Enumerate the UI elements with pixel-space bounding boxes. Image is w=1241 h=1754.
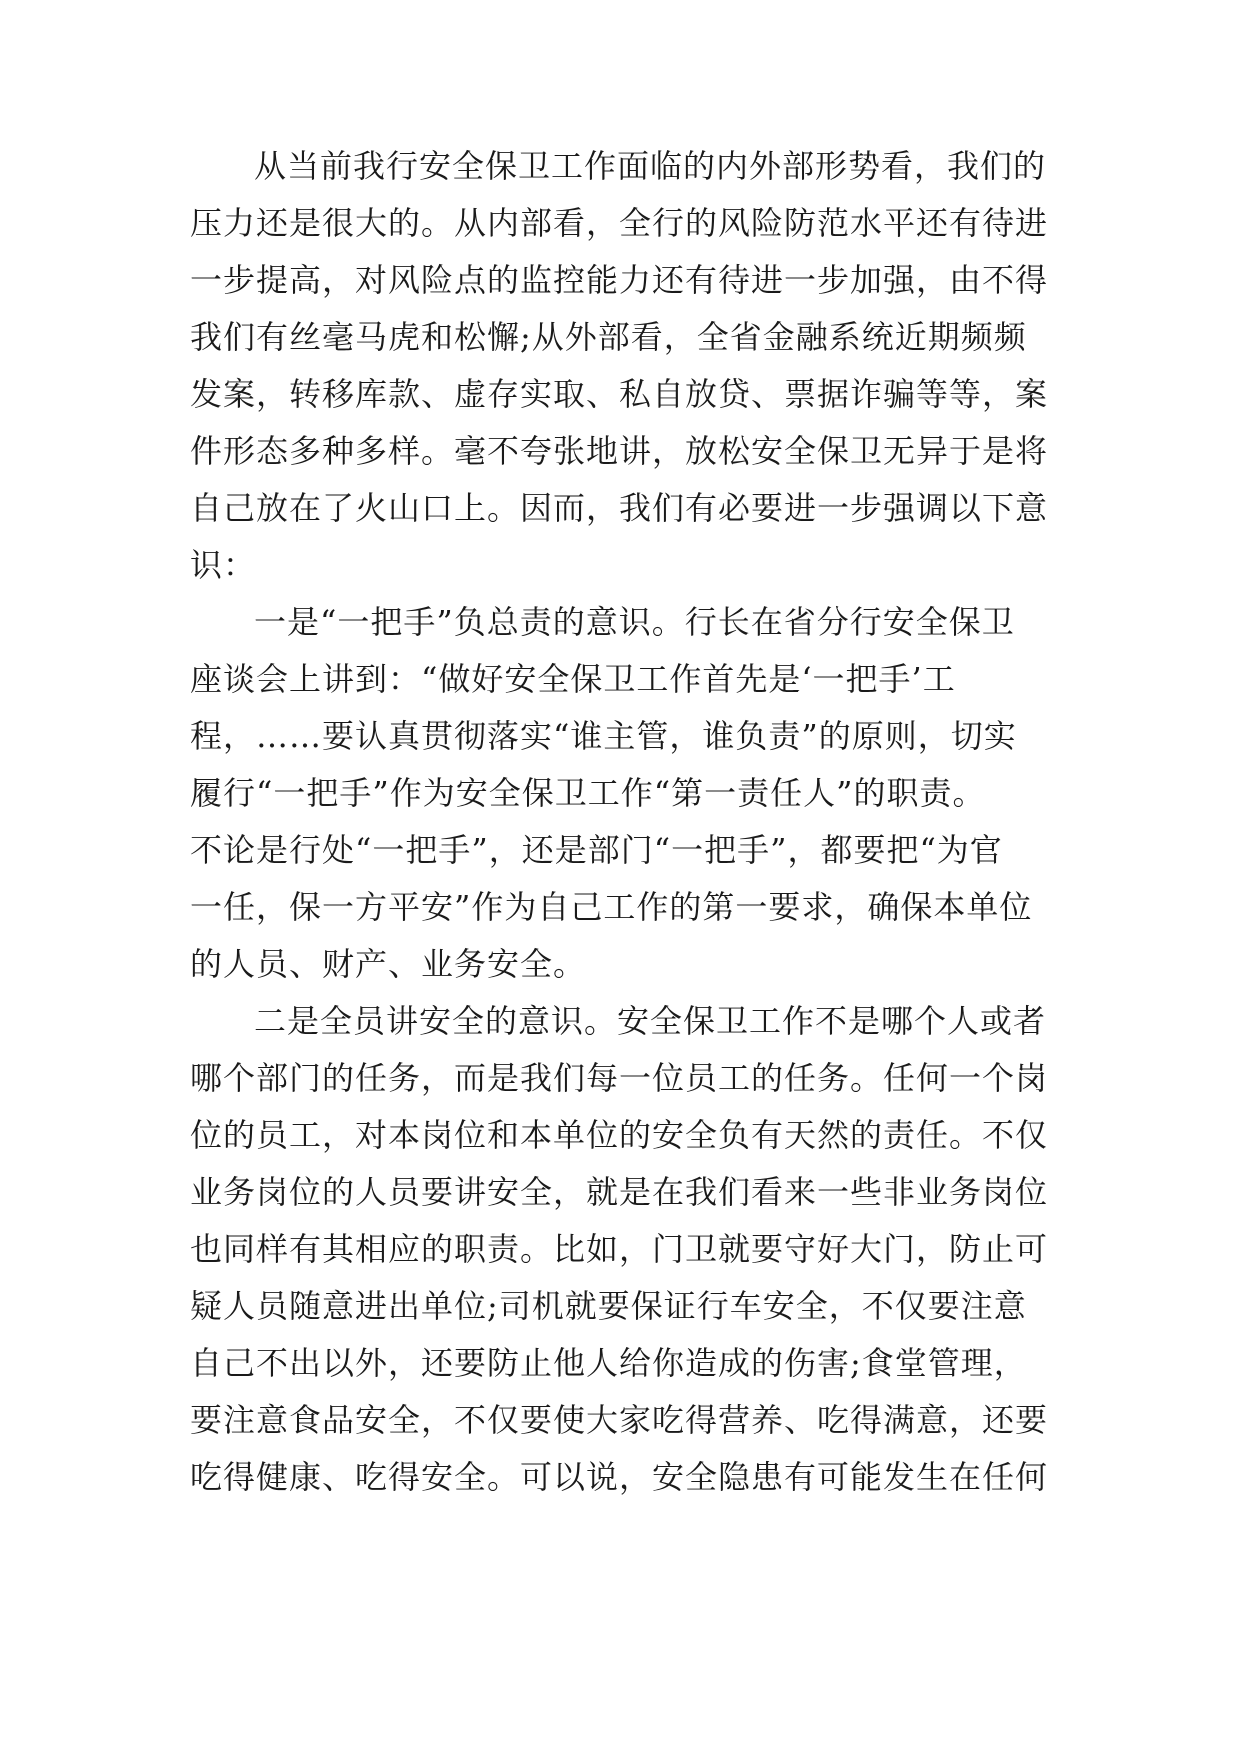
text-line: 也同样有其相应的职责。比如，门卫就要守好大门，防止可 <box>190 1230 1049 1268</box>
text-line: 位的员工，对本岗位和本单位的安全负有天然的责任。不仅 <box>190 1116 1049 1154</box>
text-line: 自己不出以外，还要防止他人给你造成的伤害;食堂管理， <box>190 1344 1027 1382</box>
text-line: 程，……要认真贯彻落实“谁主管，谁负责”的原则，切实 <box>190 717 1017 755</box>
text-line: 履行“一把手”作为安全保卫工作“第一责任人”的职责。 <box>190 774 986 812</box>
text-line: 发案，转移库款、虚存实取、私自放贷、票据诈骗等等，案 <box>190 375 1049 413</box>
text-line: 二是全员讲安全的意识。安全保卫工作不是哪个人或者 <box>254 1002 1047 1040</box>
text-line: 从当前我行安全保卫工作面临的内外部形势看，我们的 <box>254 147 1047 185</box>
text-line: 吃得健康、吃得安全。可以说，安全隐患有可能发生在任何 <box>190 1458 1049 1496</box>
text-line: 件形态多种多样。毫不夸张地讲，放松安全保卫无异于是将 <box>190 432 1049 470</box>
text-line: 哪个部门的任务，而是我们每一位员工的任务。任何一个岗 <box>190 1059 1049 1097</box>
text-line: 要注意食品安全，不仅要使大家吃得营养、吃得满意，还要 <box>190 1401 1049 1439</box>
text-line: 我们有丝毫马虎和松懈;从外部看，全省金融系统近期频频 <box>190 318 1027 356</box>
text-line: 业务岗位的人员要讲安全，就是在我们看来一些非业务岗位 <box>190 1173 1049 1211</box>
text-line: 座谈会上讲到：“做好安全保卫工作首先是‘一把手’工 <box>190 660 956 698</box>
text-line: 一任，保一方平安”作为自己工作的第一要求，确保本单位 <box>190 888 1033 926</box>
text-line: 一是“一把手”负总责的意识。行长在省分行安全保卫 <box>254 603 1015 641</box>
text-line: 自己放在了火山口上。因而，我们有必要进一步强调以下意 <box>190 489 1049 527</box>
text-line: 识： <box>190 546 257 584</box>
text-line: 不论是行处“一把手”，还是部门“一把手”，都要把“为官 <box>190 831 1003 869</box>
text-line: 的人员、财产、业务安全。 <box>190 945 587 983</box>
text-line: 疑人员随意进出单位;司机就要保证行车安全，不仅要注意 <box>190 1287 1027 1325</box>
text-line: 压力还是很大的。从内部看，全行的风险防范水平还有待进 <box>190 204 1049 242</box>
text-line: 一步提高，对风险点的监控能力还有待进一步加强，由不得 <box>190 261 1049 299</box>
